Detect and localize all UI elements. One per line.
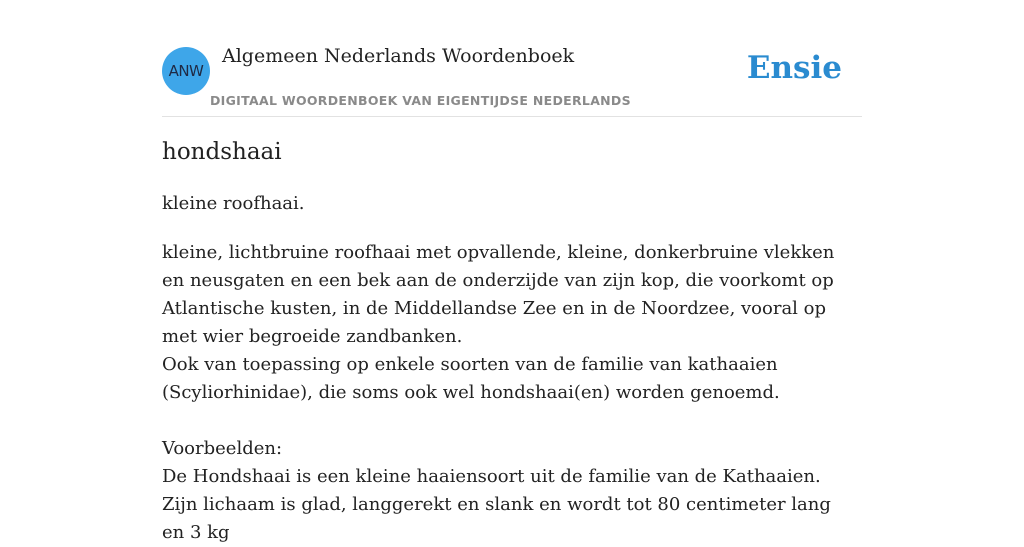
anw-logo[interactable]: ANW xyxy=(162,47,210,95)
examples-label: Voorbeelden: xyxy=(162,438,283,459)
spacer xyxy=(162,407,842,435)
site-subtitle: DIGITAAL WOORDENBOEK VAN EIGENTIJDSE NEDERLANDS xyxy=(210,93,631,108)
example-text: De Hondshaai is een kleine haaiensoort uit de familie van de Kathaaien. Zijn lichaam is glad, langgerekt en slank en wordt tot 80 centimeter lang en 3 kg xyxy=(162,466,831,543)
ensie-logo-link[interactable]: Ensie xyxy=(746,50,842,86)
long-definition: kleine, lichtbruine roofhaai met opvallende, kleine, donkerbruine vlekken en neusgaten en een bek aan de onderzijde van zijn kop, die voorkomt op Atlantische kusten, in de Middellandse Zee en in de Noordzee, vooral op met wier begroeide zandbanken. xyxy=(162,242,835,347)
headword: hondshaai xyxy=(162,139,282,165)
content-container xyxy=(162,0,862,543)
short-definition: kleine roofhaai. xyxy=(162,193,305,214)
definition-note: Ook van toepassing op enkele soorten van de familie van kathaaien (Scyliorhinidae), die soms ook wel hondshaai(en) worden genoemd. xyxy=(162,354,780,403)
long-definition-block xyxy=(162,239,842,547)
site-title[interactable]: Algemeen Nederlands Woordenboek xyxy=(222,45,575,67)
site-header xyxy=(162,0,862,117)
